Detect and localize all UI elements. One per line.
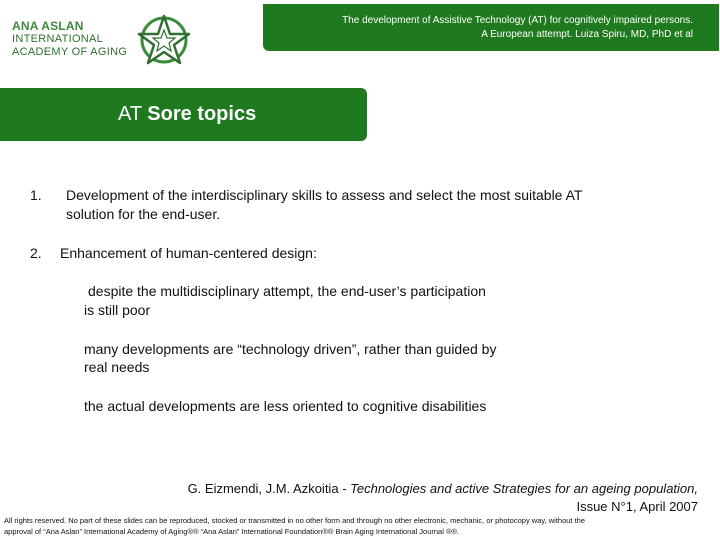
citation-title: - Technologies and active Strategies for an ageing population, bbox=[338, 481, 698, 496]
header-line-2: A European attempt. Luiza Spiru, MD, PhD et al bbox=[481, 28, 693, 40]
header-line-1: The development of Assistive Technology (AT) for cognitively impaired persons. bbox=[342, 15, 693, 26]
item-number-1: 1. bbox=[30, 187, 42, 203]
slide-title bbox=[0, 88, 367, 141]
academy-logo bbox=[8, 8, 208, 70]
footer-line-1: All rights reserved. No part of these slides can be reproduced, stocked or transmitted in no other form and through no other electronic, mechanic, or photocopy way, without the bbox=[4, 516, 586, 525]
item-1-line-2: solution for the end-user. bbox=[66, 206, 221, 222]
title-strong: Sore topics bbox=[147, 103, 257, 125]
logo-text bbox=[12, 20, 127, 59]
logo-line-3: ACADEMY OF AGING bbox=[12, 46, 128, 58]
item-2-line-1: Enhancement of human-centered design: bbox=[60, 245, 317, 261]
logo-line-2: INTERNATIONAL bbox=[12, 33, 104, 45]
title-prefix: AT bbox=[118, 103, 142, 125]
subpoint-3-line-1: the actual developments are less oriented to cognitive disabilities bbox=[84, 398, 487, 414]
item-1-line-1: Development of the interdisciplinary skills to assess and select the most suitable AT bbox=[66, 187, 583, 203]
citation-authors: G. Eizmendi, J.M. Azkoitia bbox=[187, 481, 339, 496]
subpoint-1-line-1: despite the multidisciplinary attempt, the end-user’s participation bbox=[88, 283, 486, 299]
citation-issue: Issue N°1, April 2007 bbox=[576, 499, 698, 514]
header-banner bbox=[263, 4, 719, 51]
citation-line-1 bbox=[182, 480, 698, 498]
footer-line-2: approval of “Ana Aslan” International Academy of Aging®® “Ana Aslan” International Foundation®® Brain Aging International Journal ®®. bbox=[4, 527, 460, 536]
logo-line-1: ANA ASLAN bbox=[12, 19, 84, 33]
citation bbox=[182, 480, 698, 516]
subpoint-2-line-2: real needs bbox=[84, 359, 150, 375]
item-number-2: 2. bbox=[30, 245, 42, 261]
subpoint-2-line-1: many developments are “technology driven”, rather than guided by bbox=[84, 341, 497, 357]
star-emblem-icon bbox=[136, 10, 192, 66]
subpoint-1-line-2: is still poor bbox=[84, 302, 151, 318]
copyright-footer bbox=[4, 515, 716, 537]
